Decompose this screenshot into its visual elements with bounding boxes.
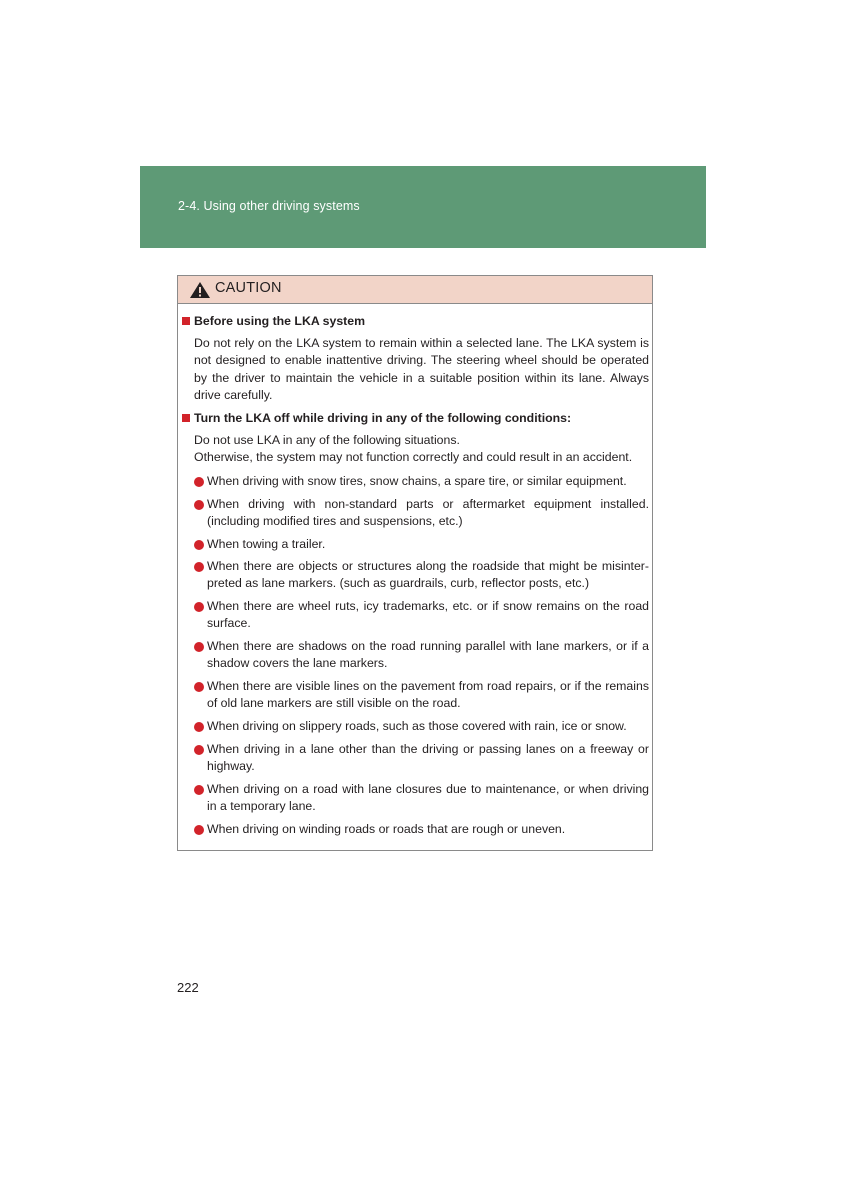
caution-box [177,275,653,851]
red-dot-bullet-icon [194,722,204,732]
list-item: When there are wheel ruts, icy trademarks, etc. or if snow remains on the road surface. [194,598,649,633]
red-dot-bullet-icon [194,745,204,755]
list-item: When driving on a road with lane closures due to maintenance, or when driving in a temporary lane. [194,781,649,816]
red-dot-bullet-icon [194,477,204,487]
list-item: When there are visible lines on the pavement from road repairs, or if the remains of old lane markers are still visible on the road. [194,678,649,713]
section-heading: Turn the LKA off while driving in any of the following conditions: [182,410,571,427]
red-dot-bullet-icon [194,540,204,550]
paragraph: Do not rely on the LKA system to remain within a selected lane. The LKA system is not designed to enable inattentive driving. The steering wheel should be operated by the driver to maintain the vehicle in a suitable position within its lane. Always drive carefully. [194,336,649,402]
list-item: When driving on slippery roads, such as those covered with rain, ice or snow. [194,718,649,735]
red-dot-bullet-icon [194,642,204,652]
list-item: When towing a trailer. [194,536,649,553]
page-number: 222 [177,980,199,995]
red-dot-bullet-icon [194,602,204,612]
red-dot-bullet-icon [194,682,204,692]
caution-title: CAUTION [215,280,282,296]
red-dot-bullet-icon [194,500,204,510]
list-item: When there are objects or structures along the roadside that might be misinter-preted as lane markers. (such as guardrails, curb, reflector posts, etc.) [194,558,649,593]
caution-header [178,276,652,304]
list-item: When driving in a lane other than the driving or passing lanes on a freeway or highway. [194,741,649,776]
red-square-bullet-icon [182,414,190,422]
paragraph: Do not use LKA in any of the following situations. [194,433,460,447]
list-item: When driving with non-standard parts or aftermarket equipment installed. (including modified tires and suspensions, etc.) [194,496,649,531]
red-dot-bullet-icon [194,562,204,572]
section-heading: Before using the LKA system [182,313,365,330]
list-item: When driving on winding roads or roads that are rough or uneven. [194,821,649,838]
list-item: When there are shadows on the road running parallel with lane markers, or if a shadow covers the lane markers. [194,638,649,673]
section-header-band [140,166,706,248]
section-title: 2-4. Using other driving systems [178,199,360,213]
red-dot-bullet-icon [194,825,204,835]
red-dot-bullet-icon [194,785,204,795]
paragraph: Otherwise, the system may not function correctly and could result in an accident. [194,450,633,464]
list-item: When driving with snow tires, snow chains, a spare tire, or similar equipment. [194,473,649,490]
warning-triangle-icon [189,281,211,299]
red-square-bullet-icon [182,317,190,325]
